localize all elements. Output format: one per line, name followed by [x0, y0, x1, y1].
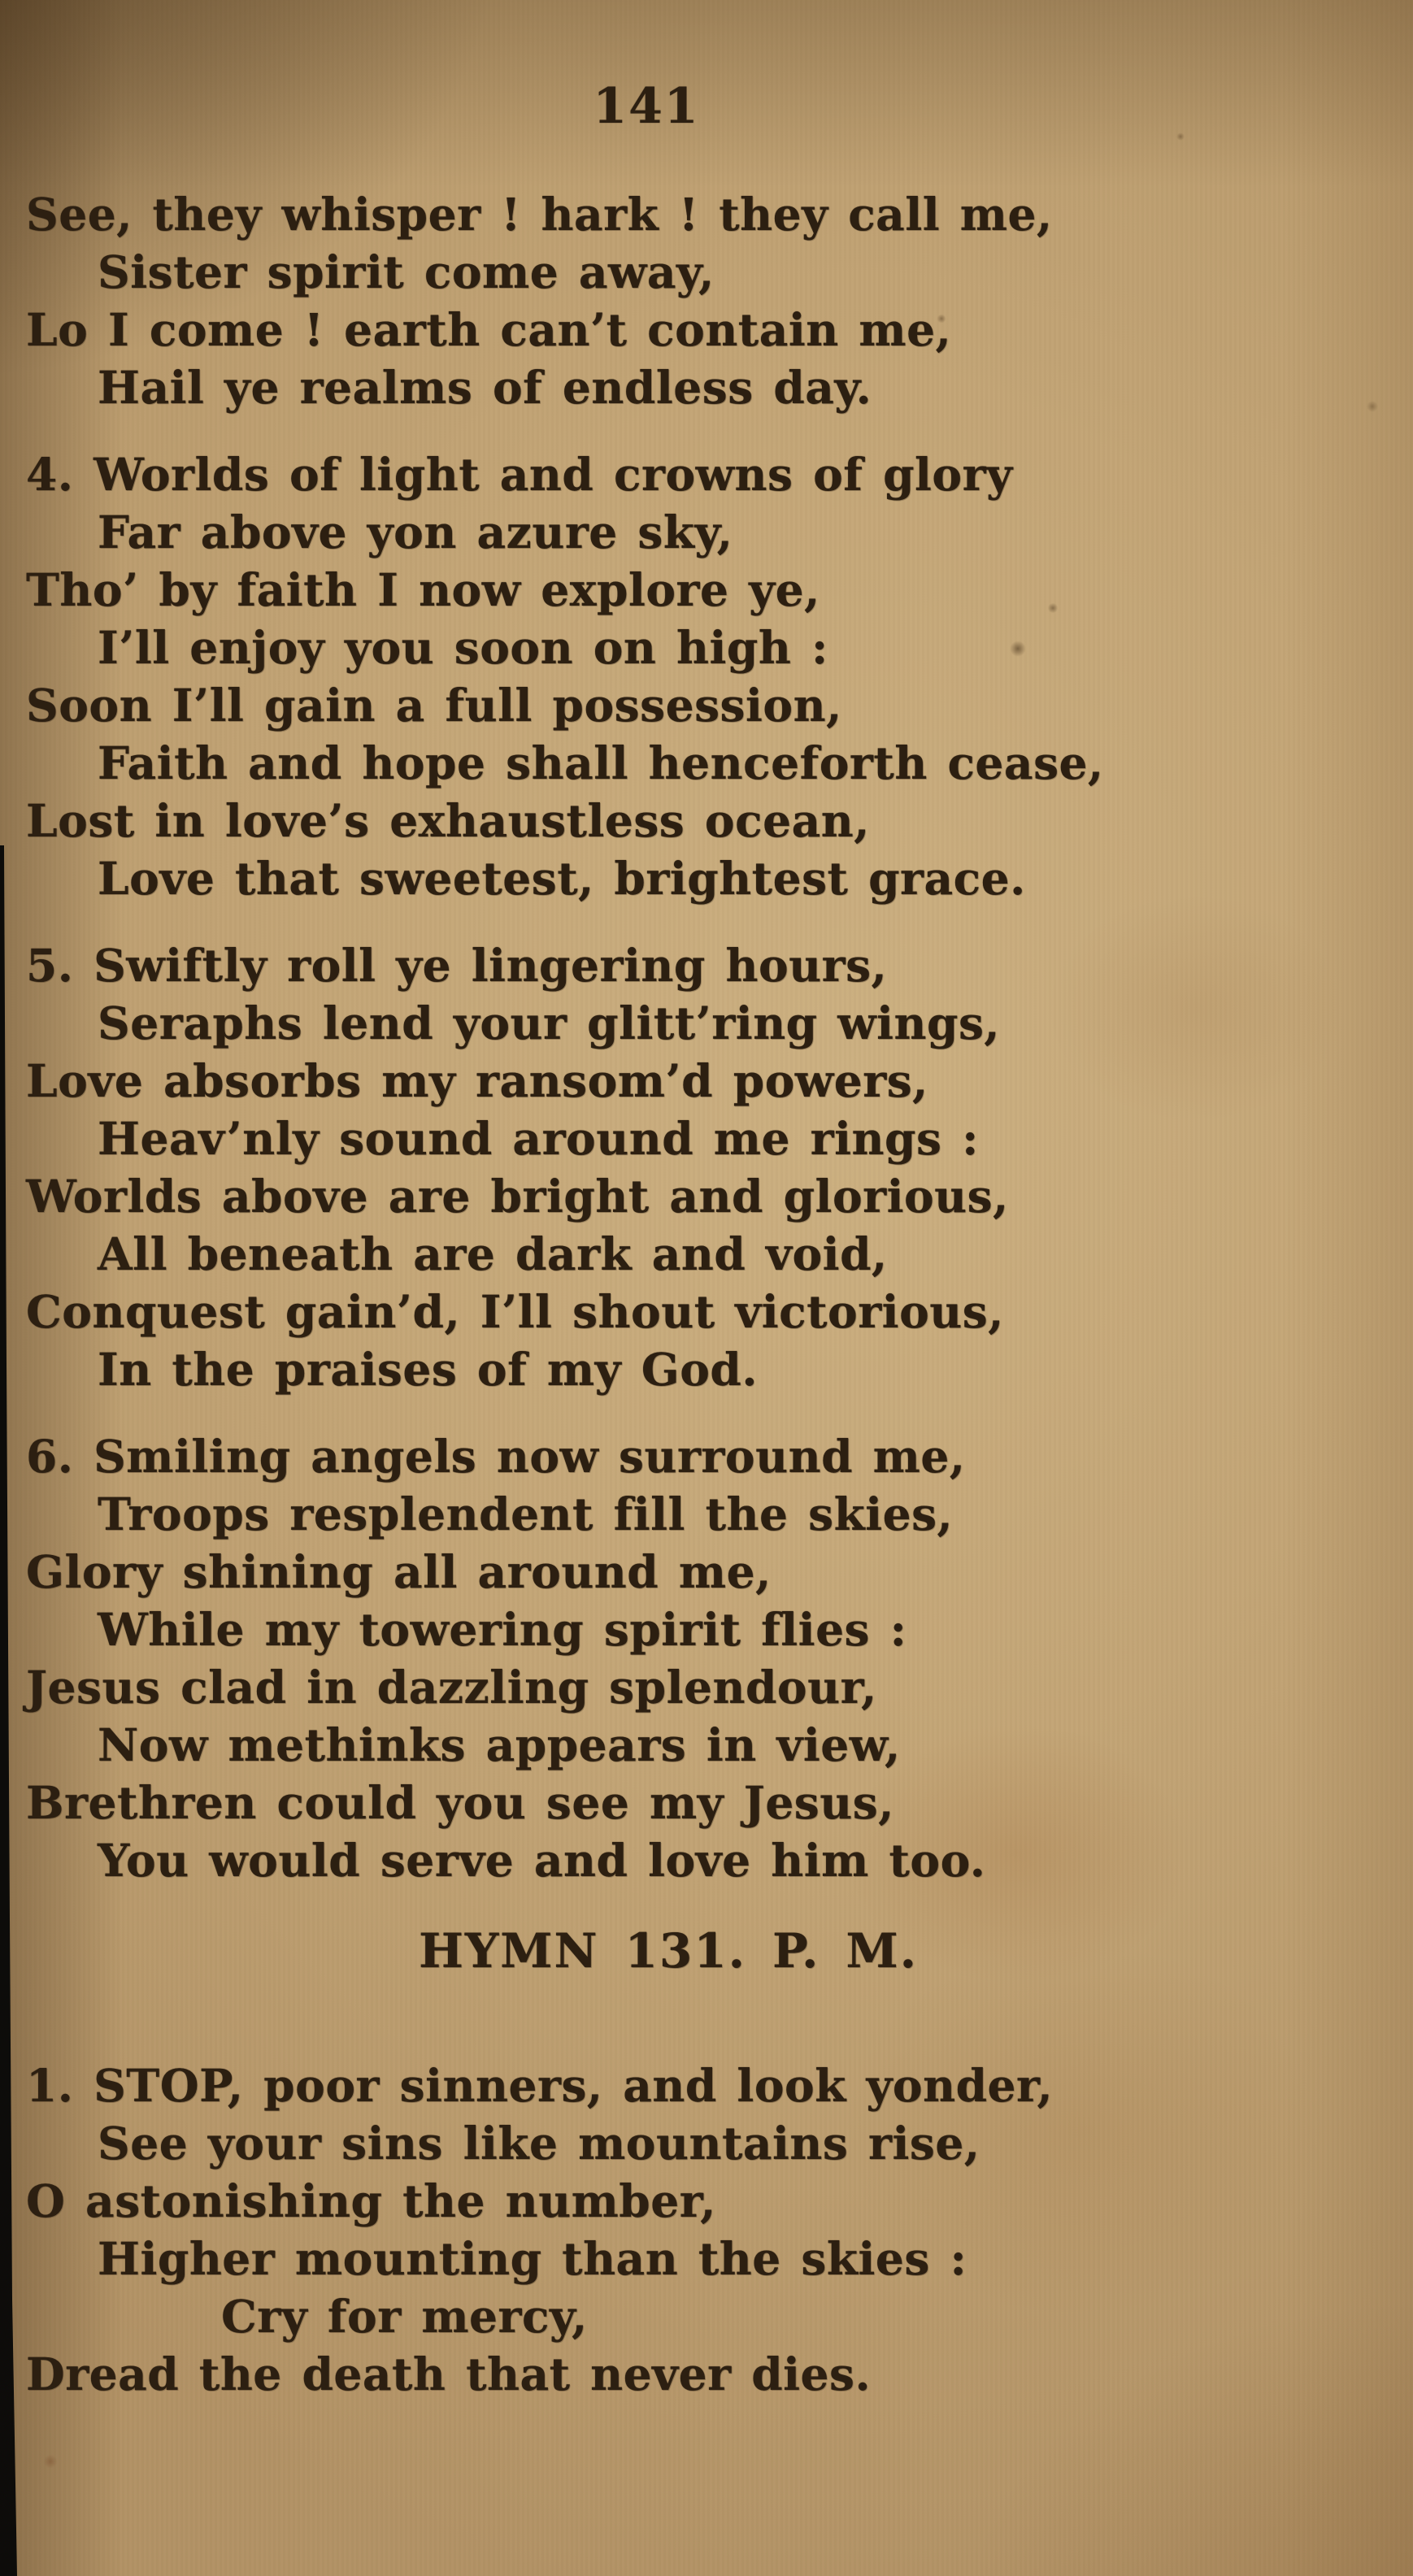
verse-line: Jesus clad in dazzling splendour,: [26, 1661, 877, 1714]
verse-line: Sister spirit come away,: [98, 245, 715, 298]
verse-line: Faith and hope shall henceforth cease,: [98, 736, 1104, 789]
verse-line: Heav’nly sound around me rings :: [98, 1112, 979, 1165]
verse-line: Glory shining all around me,: [26, 1545, 772, 1598]
verse-line: Troops resplendent fill the skies,: [98, 1488, 954, 1540]
stanza: [26, 936, 1164, 1398]
verse-line: Cry for mercy,: [221, 2290, 588, 2343]
verse-line: See, they whisper ! hark ! they call me,: [26, 188, 1053, 241]
verse-line: All beneath are dark and void,: [98, 1227, 888, 1280]
stanza: [26, 445, 1164, 907]
verse-line: See your sins like mountains rise,: [98, 2117, 980, 2170]
verse-line: Soon I’ll gain a full possession,: [26, 679, 842, 732]
verse-line: 1. STOP, poor sinners, and look yonder,: [26, 2059, 1054, 2112]
verse-line: While my towering spirit flies :: [98, 1603, 907, 1656]
verse-line: Now methinks appears in view,: [98, 1718, 901, 1771]
stanza: [26, 2057, 1164, 2403]
hymn-text-block: [26, 185, 1164, 2432]
verse-line: Lo I come ! earth can’t contain me,: [26, 303, 952, 356]
verse-line: Far above yon azure sky,: [98, 506, 733, 558]
verse-line: Conquest gain’d, I’ll shout victorious,: [26, 1285, 1004, 1338]
verse-line: Love that sweetest, brightest grace.: [98, 852, 1026, 905]
verse-line: Higher mounting than the skies :: [98, 2232, 967, 2285]
verse-line: 6. Smiling angels now surround me,: [26, 1430, 966, 1483]
verse-line: Dread the death that never dies.: [26, 2348, 872, 2400]
verse-line: Worlds above are bright and glorious,: [26, 1170, 1009, 1223]
verse-line: I’ll enjoy you soon on high :: [98, 621, 828, 674]
hymn-heading: HYMN 131. P. M.: [419, 1923, 918, 1979]
verse-line: Lost in love’s exhaustless ocean,: [26, 794, 870, 847]
verse-line: Hail ye realms of endless day.: [98, 361, 872, 414]
verse-line: 5. Swiftly roll ye lingering hours,: [26, 939, 888, 992]
stanza: [26, 185, 1164, 416]
verse-line: Seraphs lend your glitt’ring wings,: [98, 997, 1001, 1049]
verse-line: O astonishing the number,: [26, 2174, 716, 2227]
verse-line: Tho’ by faith I now explore ye,: [26, 563, 820, 616]
stanza: [26, 1427, 1164, 1889]
verse-line: In the praises of my God.: [98, 1343, 758, 1396]
scan-edge-left: [0, 845, 18, 2576]
verse-line: 4. Worlds of light and crowns of glory: [26, 448, 1013, 501]
verse-line: Love absorbs my ransom’d powers,: [26, 1054, 928, 1107]
verse-line: You would serve and love him too.: [98, 1834, 986, 1887]
verse-line: Brethren could you see my Jesus,: [26, 1776, 894, 1829]
page-number: 141: [593, 78, 700, 135]
